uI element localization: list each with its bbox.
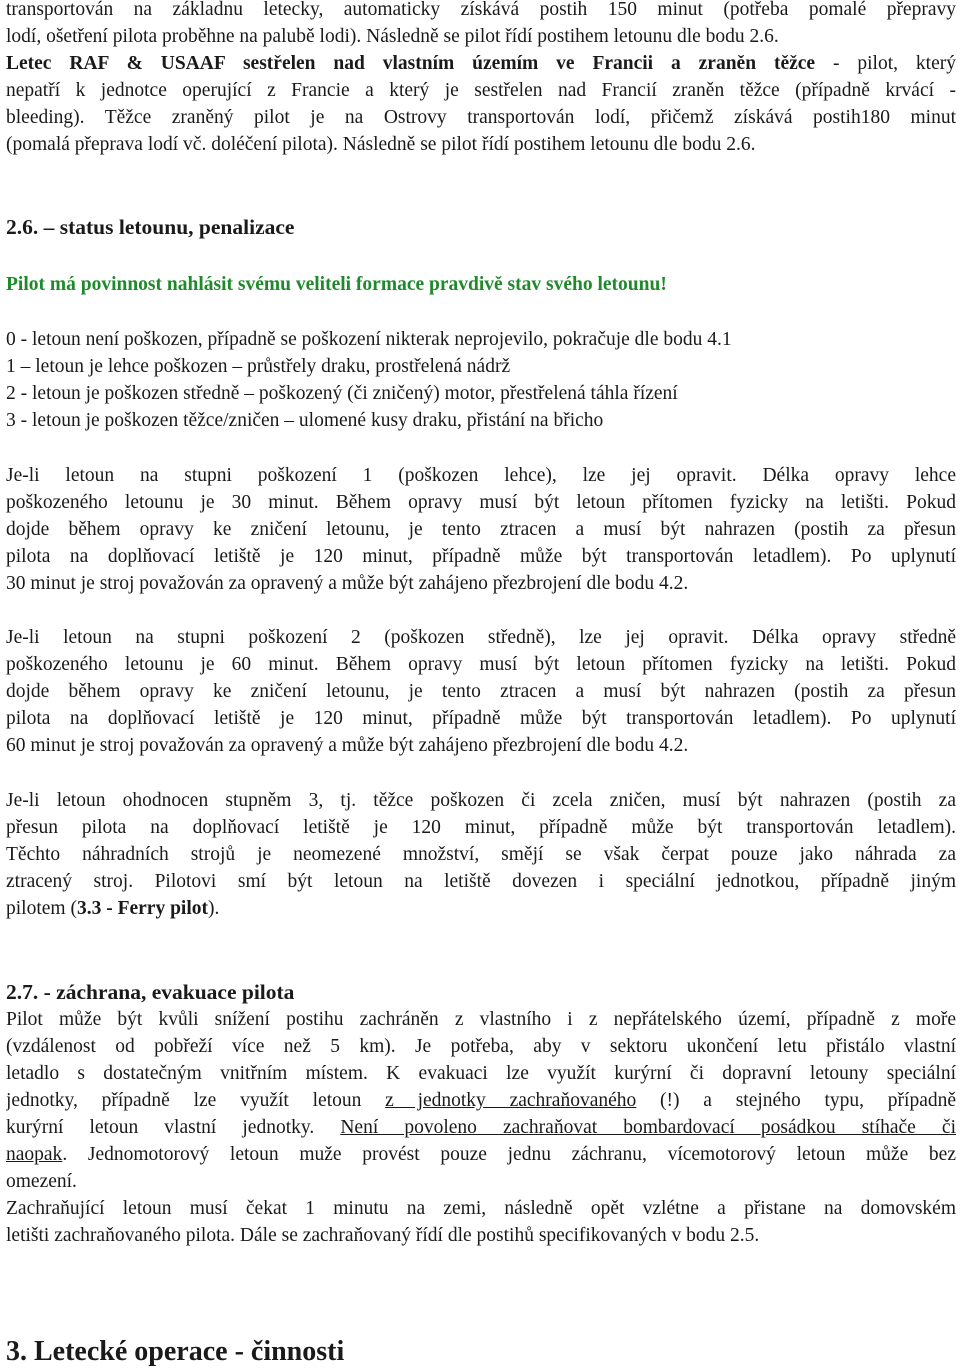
underlined-phrase: naopak <box>6 1144 63 1165</box>
text-line: dojde během opravy ke zničení letounu, je tento ztracen a musí být nahrazen (postih za přesun <box>6 519 956 540</box>
text-span: (!) a stejného typu, případně <box>636 1090 956 1111</box>
list-item: 0 - letoun není poškozen, případně se poškození nikterak neprojevilo, pokračuje dle bodu 4.1 <box>6 329 732 350</box>
bold-phrase: Letec RAF & USAAF sestřelen nad vlastním územím ve Francii a zraněn těžce <box>6 53 816 74</box>
text-line <box>6 50 956 77</box>
text-span: jednotky, případně lze využít letoun <box>6 1090 386 1111</box>
text-line: přesun pilota na doplňovací letiště je 120 minut, případně může být transportován letadlem). <box>6 817 956 838</box>
text-line: transportován na základnu letecky, automaticky získává postih 150 minut (potřeba pomalé přepravy <box>6 0 956 20</box>
text-span: kurýrní letoun vlastní jednotky. <box>6 1117 341 1138</box>
text-line <box>6 1087 956 1114</box>
text-line: (pomalá přeprava lodí vč. doléčení pilota). Následně se pilot řídí postihem letounu dle bodu 2.6. <box>6 134 756 155</box>
text-line: lodí, ošetření pilota proběhne na palubě lodi). Následně se pilot řídí postihem letounu dle bodu 2.6. <box>6 26 779 47</box>
text-line: Je-li letoun na stupni poškození 2 (poškozen středně), lze jej opravit. Délka opravy středně <box>6 627 956 648</box>
underlined-phrase: Není povoleno zachraňovat bombardovací posádkou stíhače či <box>340 1117 956 1138</box>
text-line: poškozeného letounu je 30 minut. Během opravy musí být letoun přítomen fyzicky na letišti. Pokud <box>6 492 956 513</box>
text-line: 30 minut je stroj považován za opravený a může být zahájeno přezbrojení dle bodu 4.2. <box>6 573 689 594</box>
text-line: Je-li letoun na stupni poškození 1 (poškozen lehce), lze jej opravit. Délka opravy lehce <box>6 465 956 486</box>
text-line: ztracený stroj. Pilotovi smí být letoun na letiště dovezen i speciální jednotkou, případně jiným <box>6 871 956 892</box>
underlined-phrase: z jednotky zachraňovaného <box>385 1090 637 1111</box>
text-line: Zachraňující letoun musí čekat 1 minutu na zemi, následně opět vzlétne a přistane na domovském <box>6 1198 956 1219</box>
section-heading-2-6 <box>6 214 956 241</box>
text-span: ). <box>208 898 220 919</box>
list-item: 3 - letoun je poškozen těžce/zničen – ulomené kusy draku, přistání na břicho <box>6 410 604 431</box>
text-line <box>6 1141 956 1168</box>
text-line: (vzdálenost od pobřeží více než 5 km). Je potřeba, aby v sektoru ukončení letu přistálo vlastní <box>6 1036 956 1057</box>
notice-text: Pilot má povinnost nahlásit svému veliteli formace pravdivě stav svého letounu! <box>6 274 667 295</box>
heading-text: 2.7. - záchrana, evakuace pilota <box>6 980 295 1004</box>
text-line: nepatří k jednotce operující z Francie a který je sestřelen nad Francií zraněn těžce (případně krvácí - <box>6 80 956 101</box>
list-item: 1 – letoun je lehce poškozen – průstřely draku, prostřelená nádrž <box>6 356 511 377</box>
text-line: dojde během opravy ke zničení letounu, je tento ztracen a musí být nahrazen (postih za přesun <box>6 681 956 702</box>
text-line: pilota na doplňovací letiště je 120 minut, případně může být transportován letadlem). Po uplynutí <box>6 708 956 729</box>
paragraph-level-1 <box>6 462 956 597</box>
text-line: Pilot může být kvůli snížení postihu zachráněn z vlastního i z nepřátelského území, případně z moře <box>6 1009 956 1030</box>
heading-text: 2.6. – status letounu, penalizace <box>6 215 295 239</box>
paragraph-level-3 <box>6 787 956 922</box>
text-line: bleeding). Těžce zraněný pilot je na Ostrovy transportován lodí, přičemž získává postih180 minut <box>6 107 956 128</box>
text-line <box>6 895 956 922</box>
text-line: letadlo s dostatečným vnitřním místem. K evakuaci lze využít kurýrní či dopravní letouny speciální <box>6 1063 956 1084</box>
section-heading-3 <box>6 1334 956 1370</box>
notice-line <box>6 271 956 298</box>
text-line: Je-li letoun ohodnocen stupněm 3, tj. těžce poškozen či zcela zničen, musí být nahrazen (postih za <box>6 790 956 811</box>
damage-levels-list <box>6 326 956 434</box>
text-line <box>6 1114 956 1141</box>
text-line: letišti zachraňovaného pilota. Dále se zachraňovaný řídí dle postihů specifikovaných v bodu 2.5. <box>6 1225 760 1246</box>
text-line: omezení. <box>6 1171 77 1192</box>
section-2-7 <box>6 979 956 1249</box>
text-line: pilota na doplňovací letiště je 120 minut, případně může být transportován letadlem). Po uplynutí <box>6 546 956 567</box>
text-line: poškozeného letounu je 60 minut. Během opravy musí být letoun přítomen fyzicky na letišti. Pokud <box>6 654 956 675</box>
heading-text: 3. Letecké operace - činnosti <box>6 1336 345 1367</box>
text-span: pilotem ( <box>6 898 77 919</box>
intro-paragraph <box>6 0 956 158</box>
text-span: - pilot, který <box>815 53 956 74</box>
text-span: . Jednomotorový letoun muže provést pouze jednu záchranu, vícemotorový letoun může bez <box>62 1144 956 1165</box>
list-item: 2 - letoun je poškozen středně – poškozený (či zničený) motor, přestřelená táhla řízení <box>6 383 678 404</box>
text-line: 60 minut je stroj považován za opravený a může být zahájeno přezbrojení dle bodu 4.2. <box>6 735 689 756</box>
ferry-pilot-reference: 3.3 - Ferry pilot <box>76 898 208 919</box>
paragraph-level-2 <box>6 624 956 759</box>
text-line: Těchto náhradních strojů je neomezené množství, smějí se však čerpat pouze jako náhrada za <box>6 844 956 865</box>
